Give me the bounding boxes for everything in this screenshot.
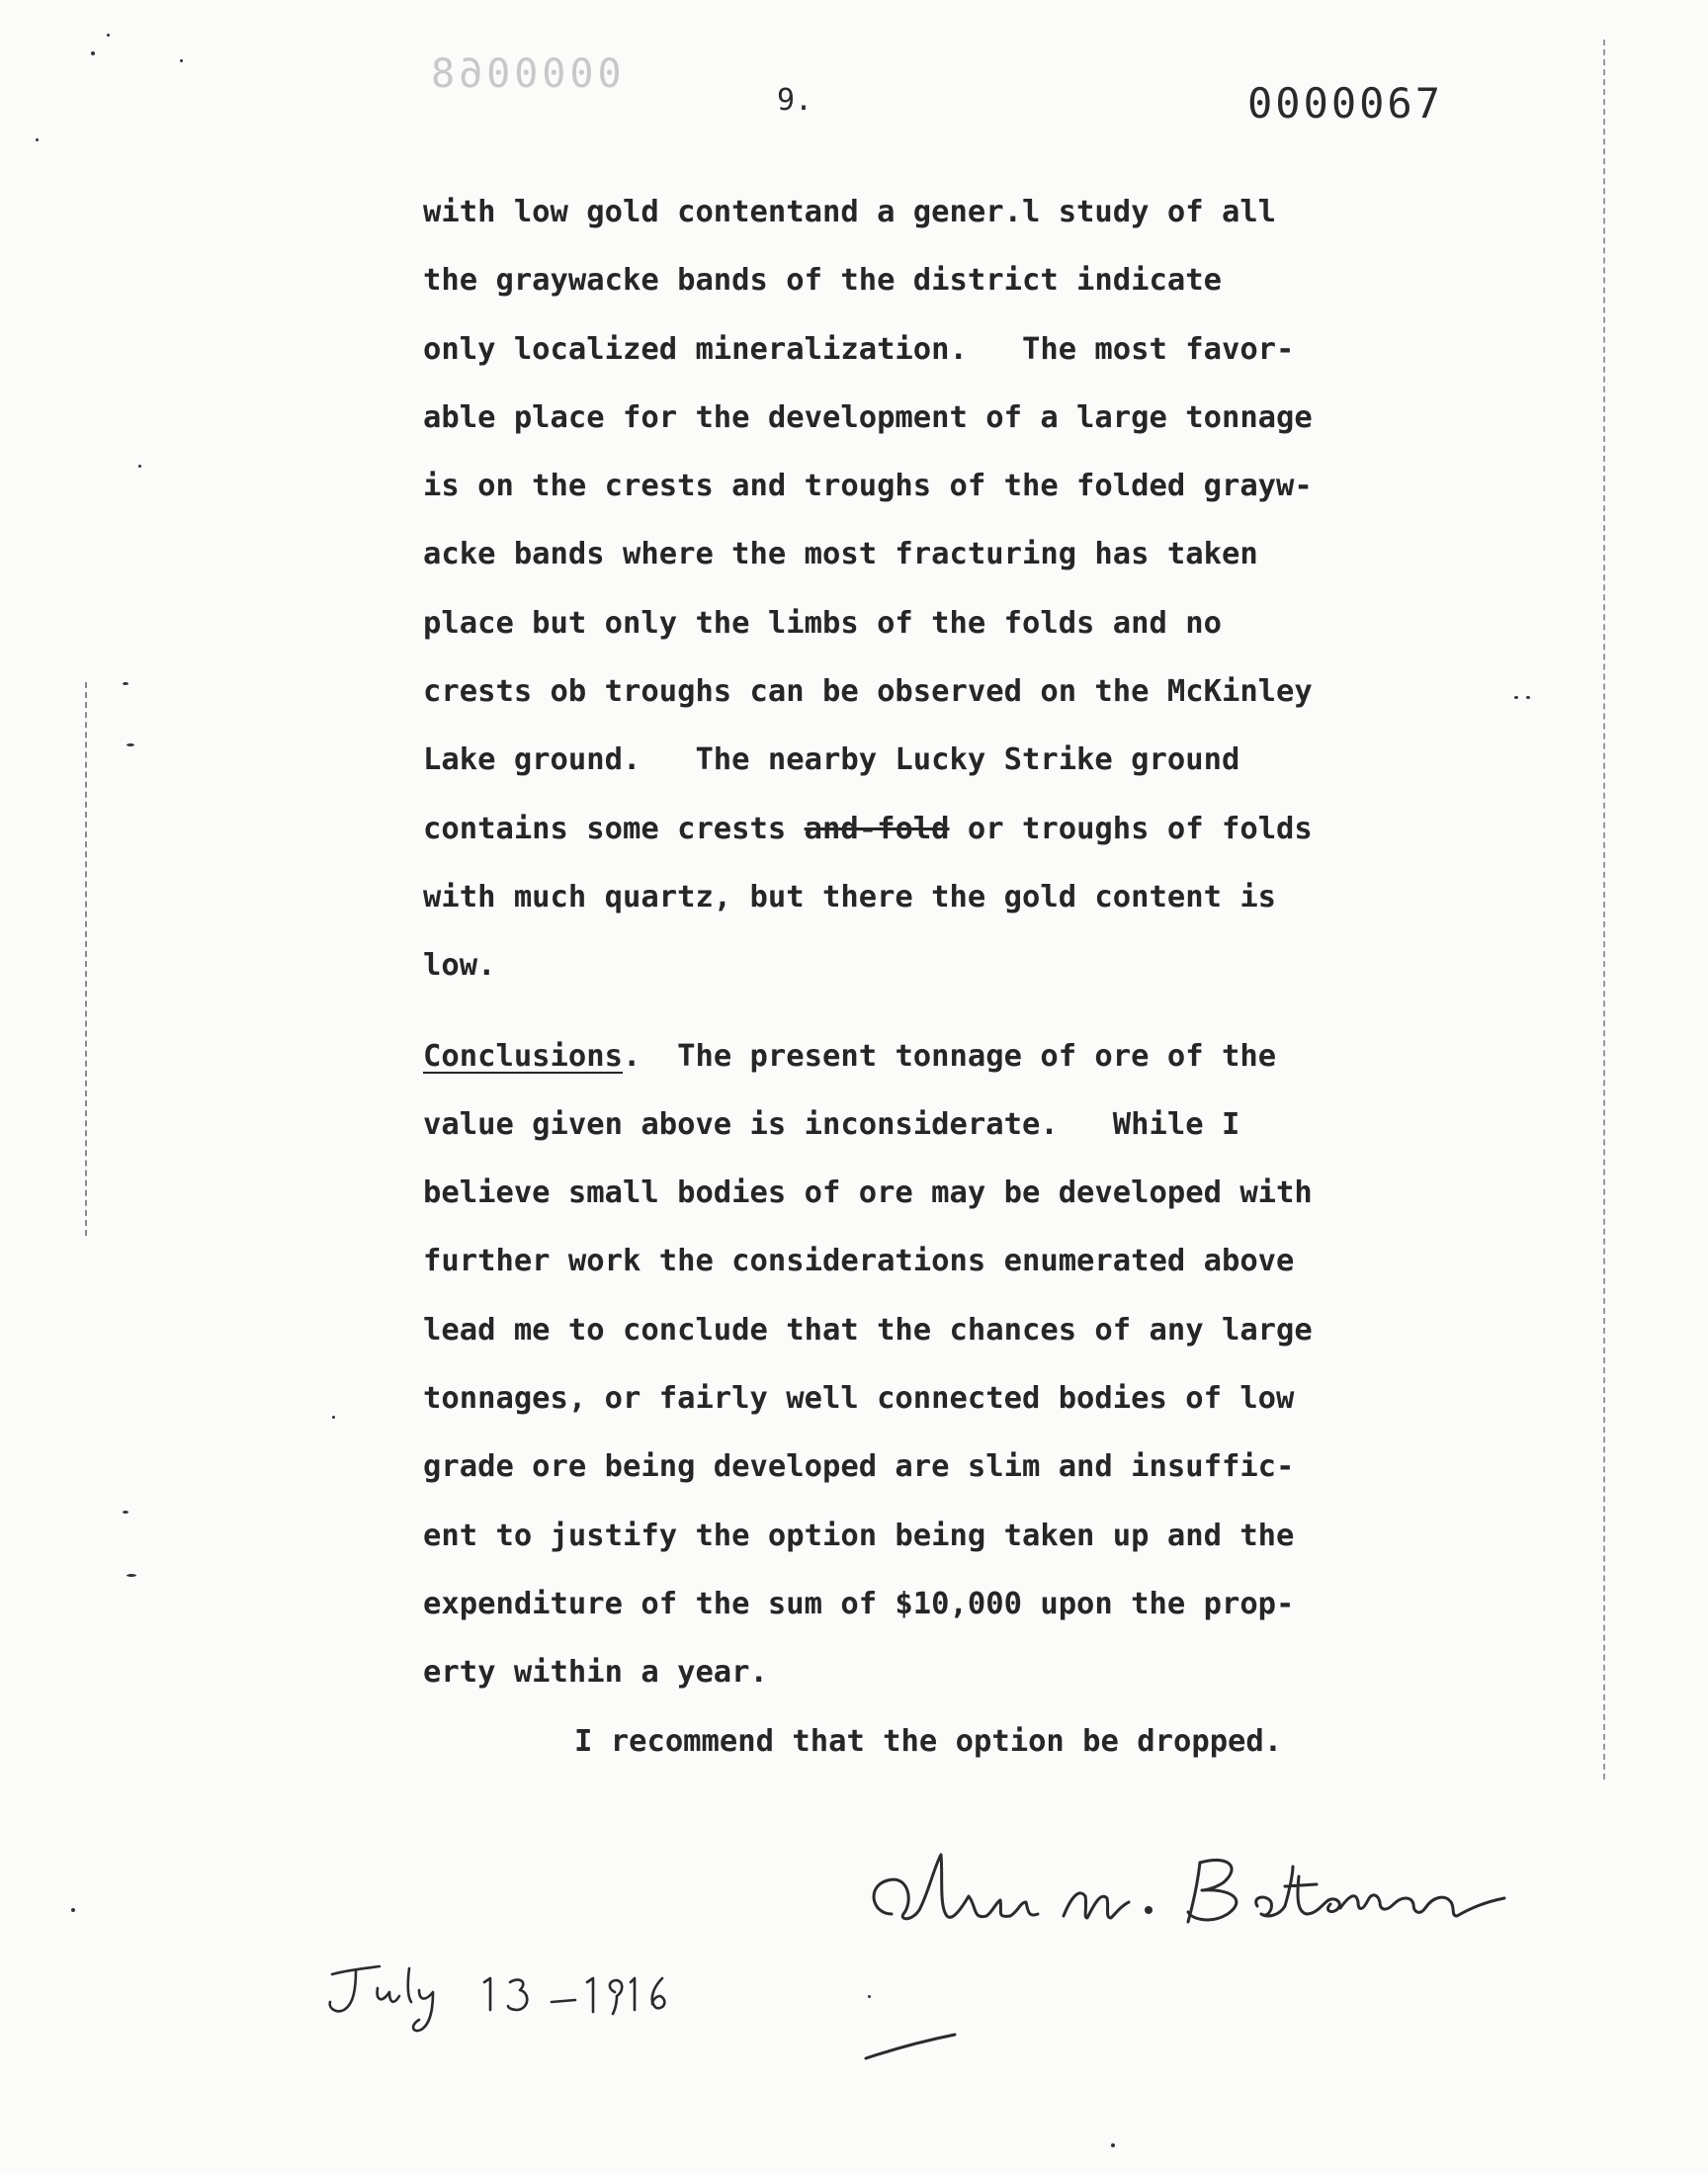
text-line: lead me to conclude that the chances of any large — [423, 1312, 1313, 1348]
text-line: with much quartz, but there the gold content is — [423, 879, 1277, 914]
text-line: is on the crests and troughs of the folded grayw- — [423, 469, 1313, 504]
speck — [868, 1995, 871, 1998]
conclusions-line — [423, 1022, 1451, 1090]
line-text: . The present tonnage of ore of the — [623, 1038, 1277, 1074]
text-line: tonnages, or fairly well connected bodies of low — [423, 1381, 1295, 1417]
speck — [107, 34, 110, 37]
speck — [123, 1511, 128, 1514]
text-line-with-strikeout — [423, 795, 1451, 863]
text-line: further work the considerations enumerated above — [423, 1244, 1295, 1279]
text-line: grade ore being developed are slim and insuffic- — [423, 1449, 1295, 1485]
paragraph-gap — [423, 1000, 1451, 1022]
text-line: erty within a year. — [423, 1655, 768, 1691]
text-line: place but only the limbs of the folds and no — [423, 605, 1222, 641]
text-line: low. — [423, 948, 496, 984]
text-line: ent to justify the option being taken up and the — [423, 1518, 1295, 1553]
text-line: able place for the development of a large tonnage — [423, 399, 1313, 435]
pen-stroke — [856, 2027, 965, 2066]
bleed-through-number: 0000068 — [427, 51, 622, 97]
speck — [71, 1908, 75, 1912]
typed-body — [423, 178, 1451, 1776]
speck — [332, 1416, 335, 1419]
speck — [138, 465, 141, 468]
text-line: acke bands where the most fracturing has taken — [423, 537, 1258, 572]
text-line: with low gold contentand a gener.l study of all — [423, 195, 1277, 229]
speck — [1526, 696, 1530, 699]
speck — [1111, 2143, 1115, 2147]
recommendation-line: I recommend that the option be dropped. — [574, 1723, 1283, 1759]
speck — [180, 59, 183, 62]
binding-marks — [85, 682, 87, 1236]
document-number: 0000067 — [1247, 79, 1444, 128]
text-line: expenditure of the sum of $10,000 upon the prop- — [423, 1586, 1295, 1621]
section-heading: Conclusions — [423, 1038, 623, 1074]
line-text: contains some crests — [423, 811, 805, 846]
handwritten-date — [316, 1953, 731, 2042]
speck — [127, 743, 134, 746]
line-text: or troughs of folds — [949, 811, 1313, 846]
text-line: only localized mineralization. The most favor- — [423, 331, 1295, 367]
handwritten-signature — [852, 1837, 1524, 1936]
speck — [123, 682, 128, 685]
text-line: believe small bodies of ore may be developed with — [423, 1175, 1313, 1211]
struck-out-text: and-fold — [804, 811, 950, 846]
text-line: the graywacke bands of the district indicate — [423, 263, 1222, 299]
speck — [127, 1574, 136, 1577]
page-number: 9. — [777, 83, 813, 118]
text-line: Lake ground. The nearby Lucky Strike ground — [423, 742, 1240, 778]
speck — [1514, 696, 1518, 699]
text-line: crests ob troughs can be observed on the McKinley — [423, 674, 1313, 710]
page-edge-mark — [1603, 40, 1605, 1780]
speck — [91, 51, 95, 55]
text-line: value given above is inconsiderate. While I — [423, 1106, 1240, 1142]
speck — [36, 138, 39, 141]
